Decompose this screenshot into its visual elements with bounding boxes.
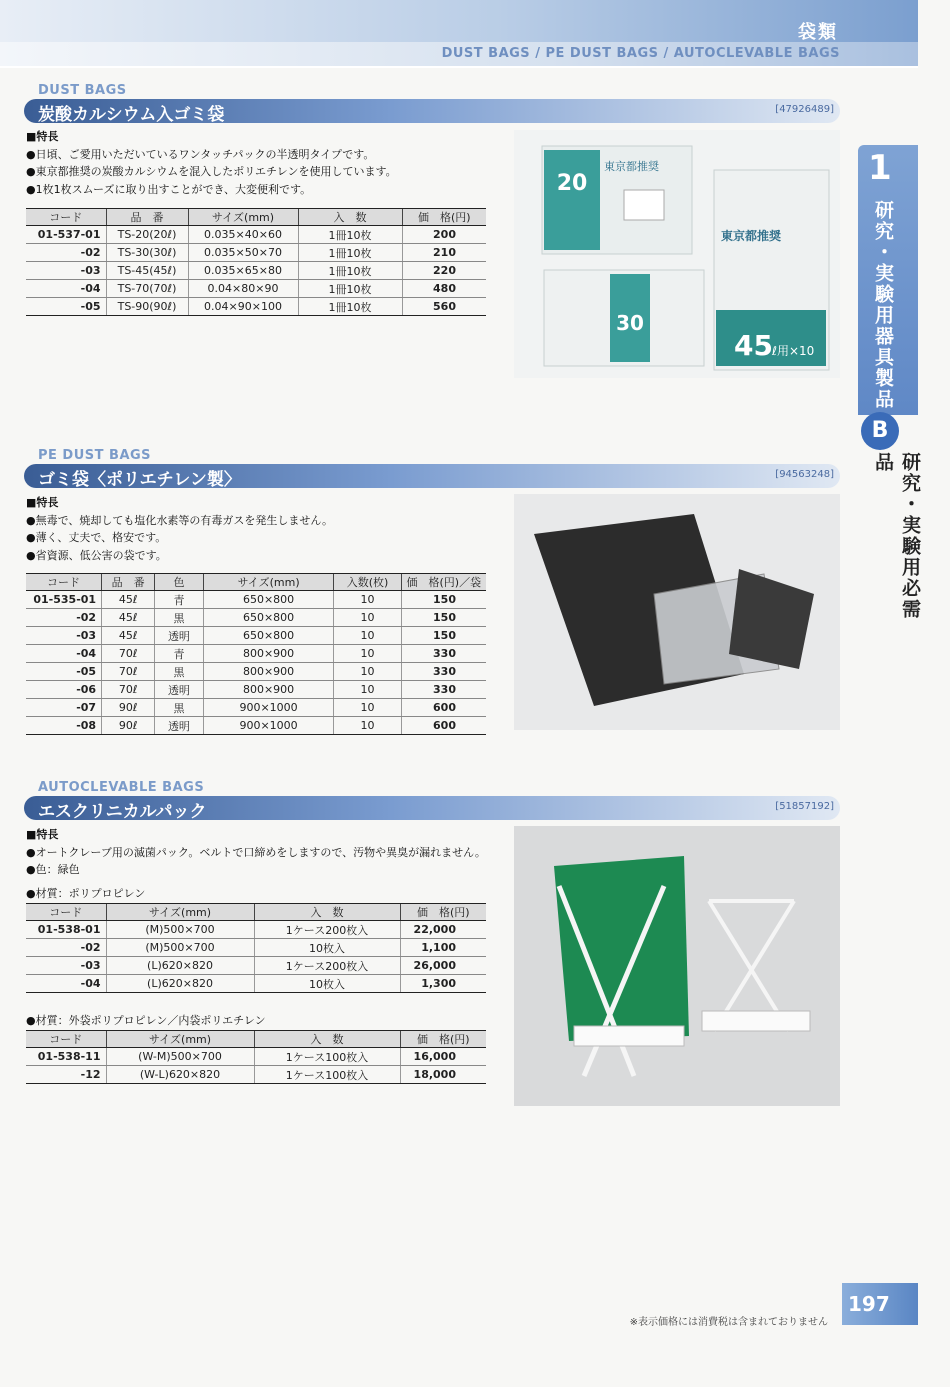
price-cell: 150 [401, 591, 486, 609]
bag1-label: 東京都推奨 [604, 160, 659, 173]
table-cell: 黒 [155, 699, 204, 717]
col-header: コード [26, 209, 106, 226]
table-cell: 650×800 [203, 609, 334, 627]
table-row [26, 939, 486, 957]
bag2-label: 30 [616, 311, 644, 335]
side-tab-category2: 研究・実験用必需品 [872, 452, 921, 620]
table-row [26, 681, 486, 699]
section-en-title: PE DUST BAGS [38, 448, 152, 463]
table-row [26, 921, 486, 939]
col-header: サイズ(mm) [203, 574, 334, 591]
features-list [26, 494, 333, 564]
section-title-bar [24, 796, 840, 820]
product-table [26, 208, 486, 316]
bag3-text: ℓ用×10 [772, 344, 815, 358]
table-cell: 45ℓ [102, 627, 155, 645]
section-code: [51857192] [775, 801, 834, 812]
col-header: 入 数 [254, 904, 400, 921]
product-code: -07 [26, 699, 102, 717]
col-header: 品 番 [106, 209, 188, 226]
table-row [26, 1048, 486, 1066]
product-code: -03 [26, 262, 106, 280]
features-heading: ■特長 [26, 496, 59, 509]
product-photo-autoclave-bag [514, 826, 840, 1106]
table-row [26, 244, 486, 262]
table-row [26, 226, 486, 244]
table-row [26, 298, 486, 316]
table-cell: TS-20(20ℓ) [106, 226, 188, 244]
feature-item: ●省資源、低公害の袋です。 [26, 548, 167, 562]
table-row [26, 1066, 486, 1084]
product-code: -02 [26, 244, 106, 262]
col-header: 価 格(円) [402, 209, 486, 226]
table-row [26, 591, 486, 609]
col-header: コード [26, 574, 102, 591]
price-cell: 200 [402, 226, 486, 244]
table-cell: 90ℓ [102, 717, 155, 735]
table-cell: 透明 [155, 717, 204, 735]
table-cell: 青 [155, 591, 204, 609]
table-cell: 70ℓ [102, 663, 155, 681]
header-band-top [0, 0, 918, 42]
table-cell: 0.04×80×90 [188, 280, 298, 298]
table-cell: 1ケース100枚入 [254, 1066, 400, 1084]
feature-item: ●1枚1枚スムーズに取り出すことができ、大変便利です。 [26, 182, 312, 196]
price-cell: 1,300 [400, 975, 486, 993]
section-en-title: DUST BAGS [38, 83, 127, 98]
price-cell: 600 [401, 717, 486, 735]
col-header: 価 格(円) [400, 904, 486, 921]
tax-note: ※表示価格には消費税は含まれておりません [629, 1317, 828, 1328]
bag3-label: 東京都推奨 [721, 229, 782, 243]
table-cell: 10 [334, 681, 401, 699]
section-title: エスクリニカルパック [38, 802, 207, 822]
product-code: -05 [26, 663, 102, 681]
table-cell: 1冊10枚 [298, 280, 402, 298]
section-title-bar [24, 464, 840, 488]
table-cell: 900×1000 [203, 717, 334, 735]
table-cell: (L)620×820 [106, 975, 254, 993]
table-cell: 10 [334, 591, 401, 609]
section-title: ゴミ袋〈ポリエチレン製〉 [38, 470, 241, 490]
product-table [26, 1030, 486, 1084]
table-cell: 青 [155, 645, 204, 663]
product-code: -08 [26, 717, 102, 735]
table-cell: 800×900 [203, 681, 334, 699]
table-cell: (W-L)620×820 [106, 1066, 254, 1084]
features-heading: ■特長 [26, 130, 59, 143]
product-photo-calcium-bags [514, 130, 840, 378]
col-header: コード [26, 1031, 106, 1048]
side-tab-badge: B [861, 412, 899, 450]
table-cell: 900×1000 [203, 699, 334, 717]
autoclave-stand-illustration [514, 826, 840, 1106]
product-code: 01-535-01 [26, 591, 102, 609]
feature-item: ●オートクレーブ用の滅菌パック。ベルトで口締めをしますので、汚物や異臭が漏れません。 [26, 845, 486, 859]
bag1-size: 20 [556, 171, 588, 196]
table-cell: 800×900 [203, 663, 334, 681]
table-cell: 1冊10枚 [298, 244, 402, 262]
side-tab-category1: 研究・実験用器具製品 [872, 200, 894, 410]
table-cell: 90ℓ [102, 699, 155, 717]
section-code: [94563248] [775, 469, 834, 480]
section-title-bar [24, 99, 840, 123]
col-header: サイズ(mm) [188, 209, 298, 226]
table-row [26, 609, 486, 627]
product-code: -03 [26, 957, 106, 975]
table-cell: TS-30(30ℓ) [106, 244, 188, 262]
table-cell: 透明 [155, 681, 204, 699]
table-row [26, 957, 486, 975]
table-cell: 800×900 [203, 645, 334, 663]
price-cell: 560 [402, 298, 486, 316]
table-cell: (L)620×820 [106, 957, 254, 975]
price-cell: 26,000 [400, 957, 486, 975]
material-note: ●材質：ポリプロピレン [26, 887, 146, 900]
table-cell: 0.035×40×60 [188, 226, 298, 244]
table-cell: 45ℓ [102, 591, 155, 609]
product-code: -04 [26, 280, 106, 298]
table-row [26, 663, 486, 681]
features-list [26, 826, 486, 879]
col-header: 入数(枚) [334, 574, 401, 591]
table-cell: 650×800 [203, 627, 334, 645]
table-row [26, 280, 486, 298]
table-cell: TS-45(45ℓ) [106, 262, 188, 280]
col-header: サイズ(mm) [106, 904, 254, 921]
col-header: サイズ(mm) [106, 1031, 254, 1048]
table-cell: 10枚入 [254, 975, 400, 993]
feature-item: ●色：緑色 [26, 863, 80, 876]
product-table [26, 903, 486, 993]
price-cell: 210 [402, 244, 486, 262]
table-cell: 1ケース200枚入 [254, 957, 400, 975]
product-code: -02 [26, 609, 102, 627]
table-cell: 黒 [155, 609, 204, 627]
table-cell: 10 [334, 645, 401, 663]
product-code: -04 [26, 975, 106, 993]
features-list [26, 128, 397, 198]
section-en-title: AUTOCLEVABLE BAGS [38, 780, 205, 795]
table-cell: 1冊10枚 [298, 298, 402, 316]
product-code: 01-537-01 [26, 226, 106, 244]
table-cell: 黒 [155, 663, 204, 681]
pe-bags-illustration [514, 494, 840, 730]
product-code: -12 [26, 1066, 106, 1084]
product-code: -03 [26, 627, 102, 645]
table-cell: (M)500×700 [106, 921, 254, 939]
price-cell: 480 [402, 280, 486, 298]
product-code: -06 [26, 681, 102, 699]
price-cell: 330 [401, 681, 486, 699]
col-header: 色 [155, 574, 204, 591]
price-cell: 600 [401, 699, 486, 717]
side-tab-number: 1 [868, 148, 892, 188]
material-note: ●材質：外袋ポリプロピレン／内袋ポリエチレン [26, 1014, 266, 1027]
table-row [26, 645, 486, 663]
bag3-size: 45 [734, 329, 773, 362]
page-subtitle: DUST BAGS / PE DUST BAGS / AUTOCLEVABLE BAGS [441, 46, 840, 61]
section-code: [47926489] [775, 104, 834, 115]
table-cell: 650×800 [203, 591, 334, 609]
price-cell: 1,100 [400, 939, 486, 957]
col-header: 価 格(円)／袋 [401, 574, 486, 591]
table-cell: 透明 [155, 627, 204, 645]
price-cell: 220 [402, 262, 486, 280]
table-row [26, 717, 486, 735]
table-cell: 10 [334, 627, 401, 645]
col-header: 入 数 [254, 1031, 400, 1048]
product-photo-pe-bags [514, 494, 840, 730]
table-row [26, 262, 486, 280]
product-code: 01-538-11 [26, 1048, 106, 1066]
price-cell: 16,000 [400, 1048, 486, 1066]
table-cell: (W-M)500×700 [106, 1048, 254, 1066]
table-cell: 1ケース100枚入 [254, 1048, 400, 1066]
feature-item: ●無毒で、焼却しても塩化水素等の有毒ガスを発生しません。 [26, 513, 334, 527]
table-cell: (M)500×700 [106, 939, 254, 957]
table-cell: TS-70(70ℓ) [106, 280, 188, 298]
product-table [26, 573, 486, 735]
product-code: -04 [26, 645, 102, 663]
table-cell: 1冊10枚 [298, 262, 402, 280]
feature-item: ●薄く、丈夫で、格安です。 [26, 531, 167, 544]
price-cell: 22,000 [400, 921, 486, 939]
table-cell: 70ℓ [102, 645, 155, 663]
table-cell: 45ℓ [102, 609, 155, 627]
table-row [26, 975, 486, 993]
price-cell: 330 [401, 645, 486, 663]
table-cell: 10枚入 [254, 939, 400, 957]
page-title: 袋類 [798, 22, 838, 43]
price-cell: 330 [401, 663, 486, 681]
features-heading: ■特長 [26, 828, 59, 841]
table-row [26, 627, 486, 645]
table-cell: 10 [334, 663, 401, 681]
col-header: 入 数 [298, 209, 402, 226]
col-header: 価 格(円) [400, 1031, 486, 1048]
table-cell: 10 [334, 717, 401, 735]
price-cell: 150 [401, 627, 486, 645]
col-header: 品 番 [102, 574, 155, 591]
page-number: 197 [842, 1283, 918, 1325]
calcium-bags-illustration [514, 130, 840, 378]
col-header: コード [26, 904, 106, 921]
table-cell: 70ℓ [102, 681, 155, 699]
feature-item: ●東京都推奨の炭酸カルシウムを混入したポリエチレンを使用しています。 [26, 165, 397, 178]
product-code: -02 [26, 939, 106, 957]
section-title: 炭酸カルシウム入ゴミ袋 [38, 105, 225, 125]
side-index-tab[interactable] [858, 130, 921, 630]
table-cell: TS-90(90ℓ) [106, 298, 188, 316]
table-row [26, 699, 486, 717]
product-code: -05 [26, 298, 106, 316]
table-cell: 1冊10枚 [298, 226, 402, 244]
feature-item: ●日頃、ご愛用いただいているワンタッチパックの半透明タイプです。 [26, 147, 375, 161]
table-cell: 0.04×90×100 [188, 298, 298, 316]
product-code: 01-538-01 [26, 921, 106, 939]
table-cell: 0.035×65×80 [188, 262, 298, 280]
table-cell: 10 [334, 609, 401, 627]
table-cell: 1ケース200枚入 [254, 921, 400, 939]
table-cell: 0.035×50×70 [188, 244, 298, 262]
price-cell: 18,000 [400, 1066, 486, 1084]
price-cell: 150 [401, 609, 486, 627]
table-cell: 10 [334, 699, 401, 717]
